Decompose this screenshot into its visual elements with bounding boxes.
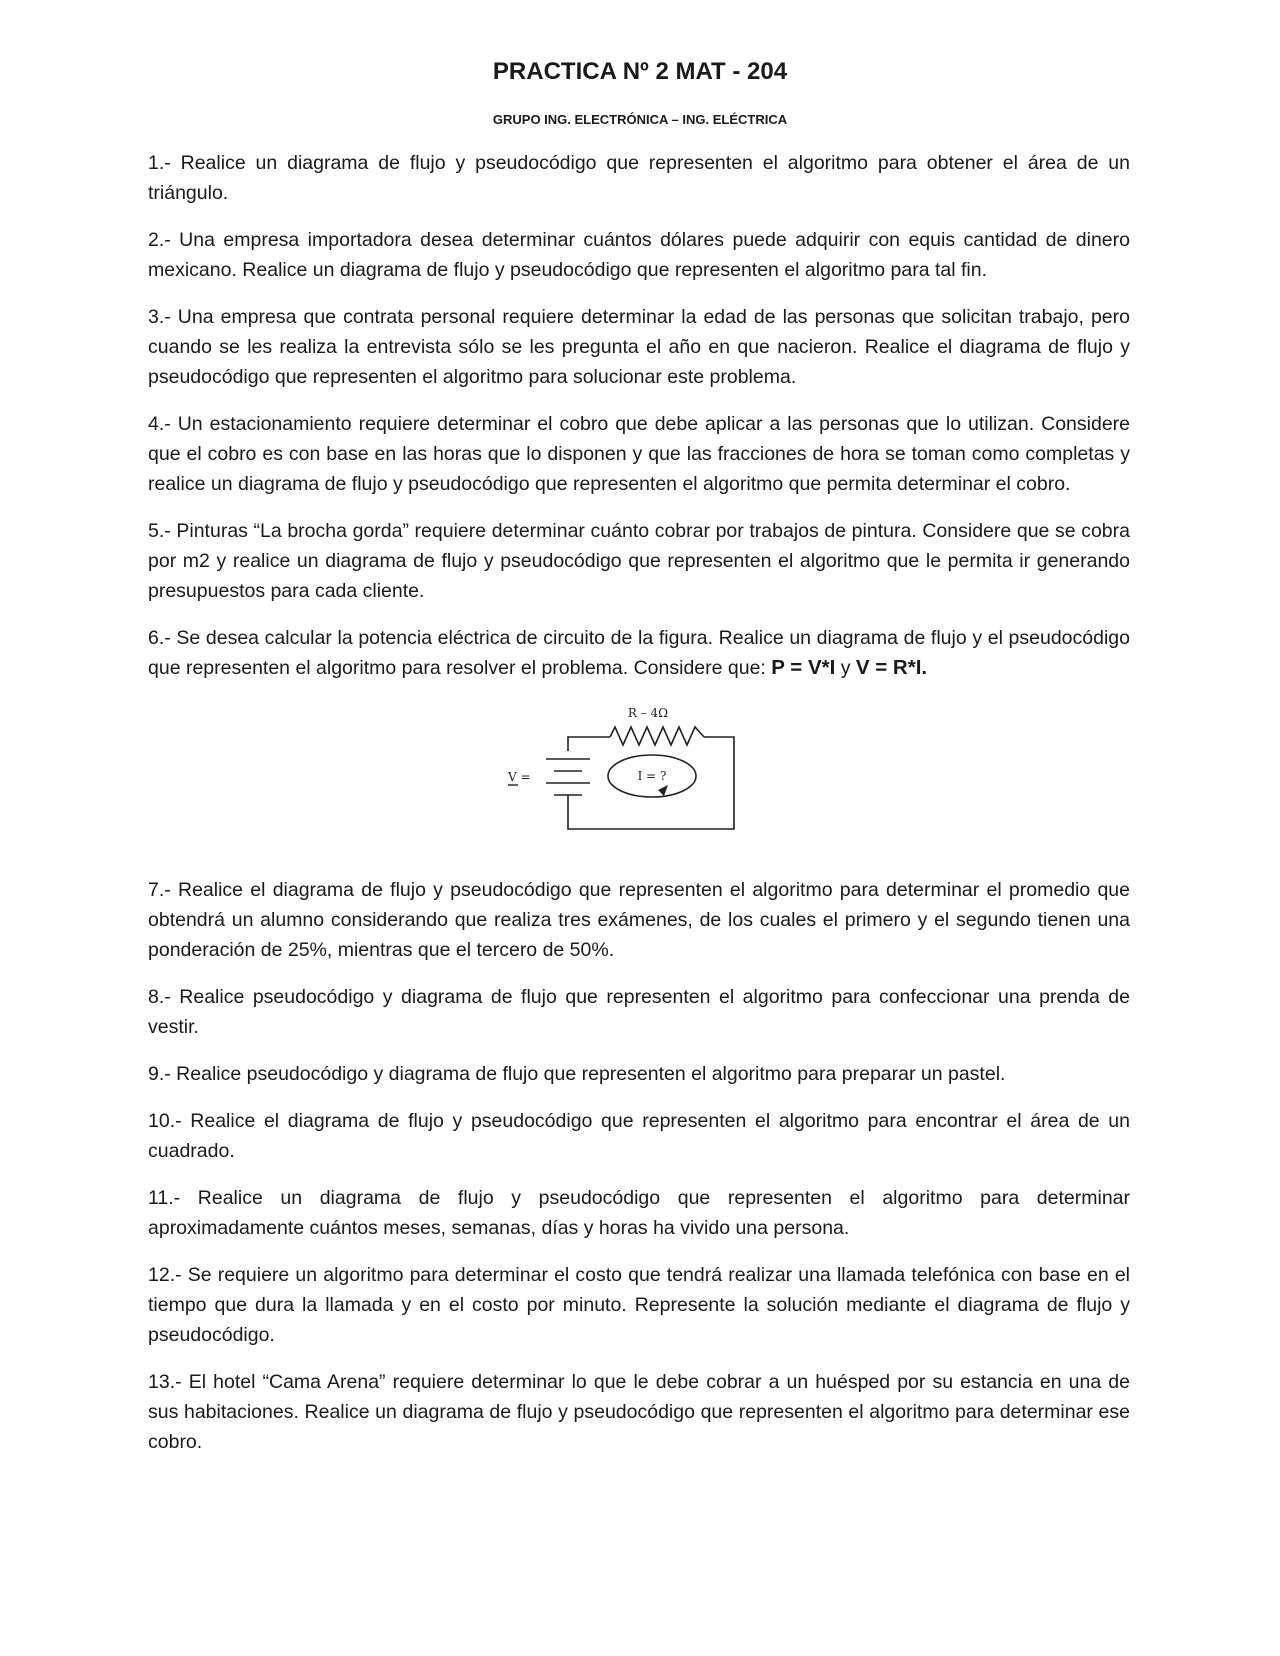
problem-item: 7.- Realice el diagrama de flujo y pseudocódigo que representen el algoritmo para determinar el promedio que obtendrá un alumno considerando que realiza tres exámenes, de los cuales el primero y el segundo tienen una ponderación de 25%, mientras que el tercero de 50%. xyxy=(148,879,1130,961)
problem-item: 1.- Realice un diagrama de flujo y pseudocódigo que representen el algoritmo para obtener el área de un triángulo. xyxy=(148,152,1130,204)
problem-item: 12.- Se requiere un algoritmo para determinar el costo que tendrá realizar una llamada telefónica con base en el tiempo que dura la llamada y en el costo por minuto. Represente la solución mediante el diagrama de flujo y pseudocódigo. xyxy=(148,1264,1130,1346)
resistor-symbol xyxy=(610,727,704,745)
circuit-wire xyxy=(568,737,734,829)
current-arrow-icon xyxy=(658,785,668,796)
problem-6-text: 6.- Se desea calcular la potencia eléctrica de circuito de la figura. Realice un diagrama de flujo y el pseudocódigo que representen el algoritmo para resolver el problema. Considere que: xyxy=(148,627,1130,679)
page-title: PRACTICA Nº 2 MAT - 204 xyxy=(492,58,788,85)
formula-connector: y xyxy=(840,657,851,679)
problem-item: 11.- Realice un diagrama de flujo y pseudocódigo que representen el algoritmo para determinar aproximadamente cuántos meses, semanas, días y horas ha vivido una persona. xyxy=(148,1187,1130,1239)
problem-item: 8.- Realice pseudocódigo y diagrama de flujo que representen el algoritmo para confeccionar una prenda de vestir. xyxy=(148,986,1130,1038)
problem-item: 3.- Una empresa que contrata personal requiere determinar la edad de las personas que solicitan trabajo, pero cuando se les realiza la entrevista sólo se les pregunta el año en que nacieron. Realice el diagrama de flujo y pseudocódigo que representen el algoritmo para solucionar este problema. xyxy=(148,306,1130,388)
problem-item: 2.- Una empresa importadora desea determinar cuántos dólares puede adquirir con equis cantidad de dinero mexicano. Realice un diagrama de flujo y pseudocódigo que representen el algoritmo para tal fin. xyxy=(148,229,1130,281)
formula-ohm: V = R*I. xyxy=(855,656,928,679)
current-label: I = ? xyxy=(637,769,667,783)
battery-symbol xyxy=(546,759,590,807)
page-subtitle: GRUPO ING. ELECTRÓNICA – ING. ELÉCTRICA xyxy=(492,112,788,127)
problem-item: 4.- Un estacionamiento requiere determinar el cobro que debe aplicar a las personas que lo utilizan. Considere que el cobro es con base en las horas que lo disponen y que las fracciones de hora se toman como completas y realice un diagrama de flujo y pseudocódigo que representen el algoritmo que permita determinar el cobro. xyxy=(148,413,1130,495)
circuit-diagram xyxy=(508,701,768,851)
problem-item: 10.- Realice el diagrama de flujo y pseudocódigo que representen el algoritmo para encontrar el área de un cuadrado. xyxy=(148,1110,1130,1162)
problem-item: 13.- El hotel “Cama Arena” requiere determinar lo que le debe cobrar a un huésped por su estancia en una de sus habitaciones. Realice un diagrama de flujo y pseudocódigo que representen el algoritmo para determinar ese cobro. xyxy=(148,1371,1130,1453)
formula-power: P = V*I xyxy=(771,656,836,679)
problem-item-6 xyxy=(148,623,1130,683)
problem-item: 5.- Pinturas “La brocha gorda” requiere determinar cuánto cobrar por trabajos de pintura. Considere que se cobra por m2 y realice un diagrama de flujo y pseudocódigo que representen el algoritmo que le permita ir generando presupuestos para cada cliente. xyxy=(148,520,1130,602)
problem-item: 9.- Realice pseudocódigo y diagrama de flujo que representen el algoritmo para preparar un pastel. xyxy=(148,1063,1006,1085)
resistor-label: R – 4Ω xyxy=(627,706,669,720)
problem-list xyxy=(148,148,1130,1474)
voltage-label: V = xyxy=(508,770,531,784)
